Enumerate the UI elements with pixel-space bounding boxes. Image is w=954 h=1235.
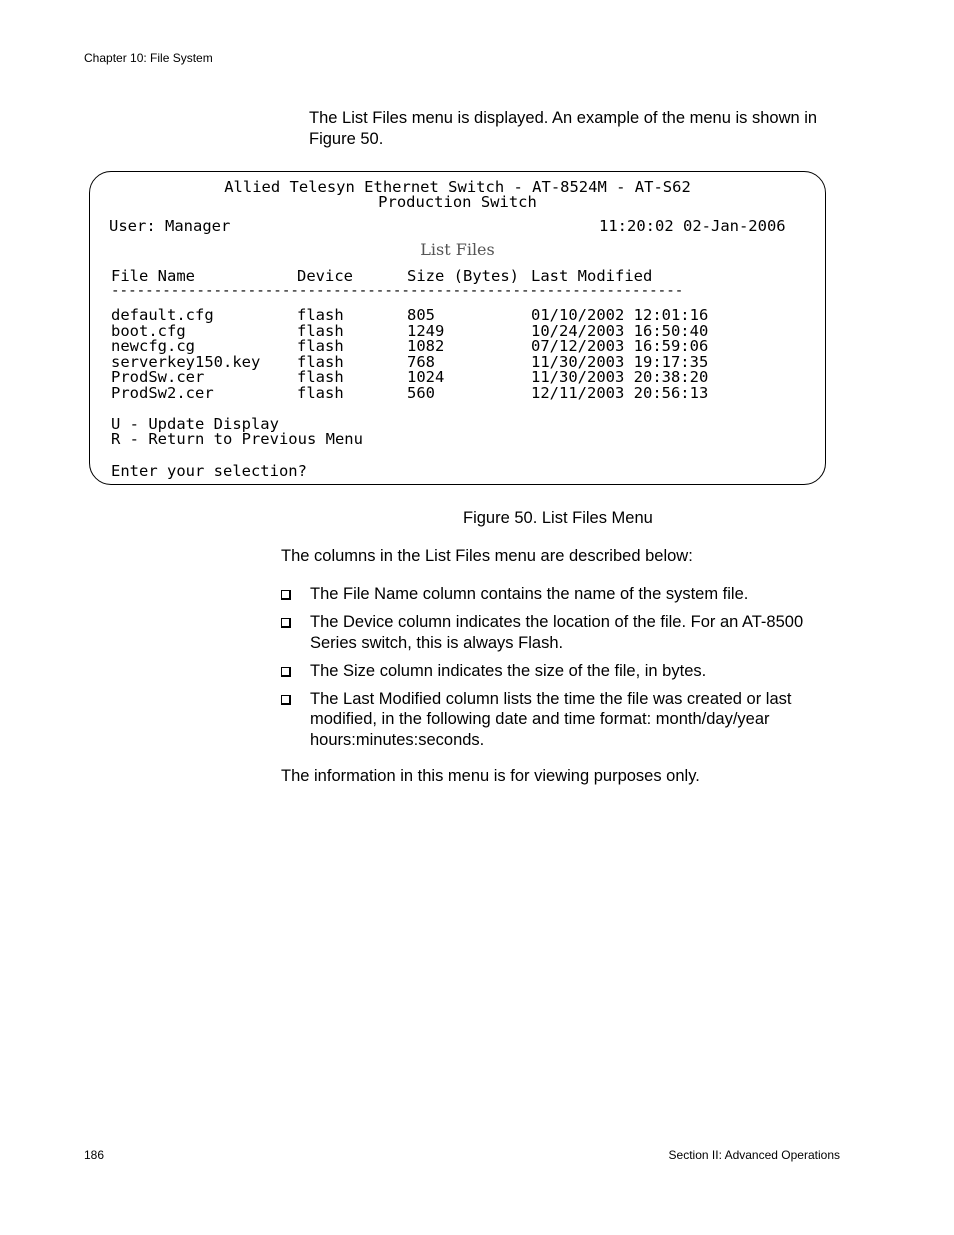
page-number: 186 xyxy=(84,1148,105,1162)
size-cell: 1024 xyxy=(407,368,445,387)
chapter-header: Chapter 10: File System xyxy=(84,51,213,65)
column-header-device: Device xyxy=(297,267,353,285)
columns-intro: The columns in the List Files menu are described below: xyxy=(281,547,693,565)
bullet-text: The Size column indicates the size of the file, in bytes. xyxy=(310,661,707,680)
file-name-cell: boot.cfg xyxy=(111,321,186,340)
last-modified-cell: 12/11/2003 20:56:13 xyxy=(531,384,709,402)
column-separator: ------------------------------------------------------------------- xyxy=(111,283,684,299)
intro-paragraph: The List Files menu is displayed. An example of the menu is shown in Figure 50. xyxy=(309,109,818,148)
column-header-size: Size (Bytes) xyxy=(407,267,519,285)
column-header-modified: Last Modified xyxy=(531,267,653,285)
last-modified-cell: 11/30/2003 20:38:20 xyxy=(531,368,709,387)
column-description-list xyxy=(281,584,841,758)
menu-option-return[interactable]: R - Return to Previous Menu xyxy=(111,430,363,448)
section-footer: Section II: Advanced Operations xyxy=(668,1148,840,1162)
device-cell: flash xyxy=(297,384,344,402)
list-item xyxy=(281,661,841,682)
terminal-user: User: Manager xyxy=(109,217,231,235)
size-cell: 768 xyxy=(407,352,435,371)
device-cell: flash xyxy=(297,352,344,371)
checkbox-bullet-icon xyxy=(281,667,291,677)
last-modified-cell: 07/12/2003 16:59:06 xyxy=(531,337,709,356)
size-cell: 805 xyxy=(407,306,435,324)
checkbox-bullet-icon xyxy=(281,618,291,628)
device-cell: flash xyxy=(297,368,344,387)
size-cell: 1249 xyxy=(407,321,445,340)
bullet-text: The Device column indicates the location of the file. For an AT-8500 Series switch, this is always Flash. xyxy=(310,613,804,652)
terminal-title: Allied Telesyn Ethernet Switch - AT-8524M - AT-S62 xyxy=(224,178,691,196)
column-header-filename: File Name xyxy=(111,267,195,285)
device-cell: flash xyxy=(297,306,344,324)
last-modified-cell: 11/30/2003 19:17:35 xyxy=(531,352,709,371)
device-cell: flash xyxy=(297,337,344,356)
list-item xyxy=(281,612,841,653)
bullet-text: The Last Modified column lists the time the file was created or last modified, in the following date and time format: month/day/year hours:minutes:seconds. xyxy=(310,689,792,749)
device-cell: flash xyxy=(297,321,344,340)
last-modified-cell: 10/24/2003 16:50:40 xyxy=(531,321,709,340)
selection-prompt[interactable]: Enter your selection? xyxy=(111,462,307,480)
menu-option-update[interactable]: U - Update Display xyxy=(111,415,279,433)
closing-paragraph: The information in this menu is for viewing purposes only. xyxy=(281,767,700,785)
checkbox-bullet-icon xyxy=(281,590,291,600)
list-item xyxy=(281,584,841,605)
checkbox-bullet-icon xyxy=(281,695,291,705)
file-name-cell: default.cfg xyxy=(111,306,214,324)
last-modified-cell: 01/10/2002 12:01:16 xyxy=(531,306,709,324)
file-name-cell: newcfg.cg xyxy=(111,337,195,356)
bullet-text: The File Name column contains the name of the system file. xyxy=(310,585,749,603)
terminal-screen xyxy=(89,171,826,485)
menu-title: List Files xyxy=(420,240,495,259)
figure-caption: Figure 50. List Files Menu xyxy=(463,509,653,527)
file-name-cell: ProdSw2.cer xyxy=(111,384,214,402)
size-cell: 1082 xyxy=(407,337,445,356)
size-cell: 560 xyxy=(407,384,435,402)
list-item xyxy=(281,689,841,751)
terminal-subtitle: Production Switch xyxy=(378,193,537,211)
file-name-cell: serverkey150.key xyxy=(111,352,261,371)
file-name-cell: ProdSw.cer xyxy=(111,368,205,387)
terminal-datetime: 11:20:02 02-Jan-2006 xyxy=(599,217,786,235)
